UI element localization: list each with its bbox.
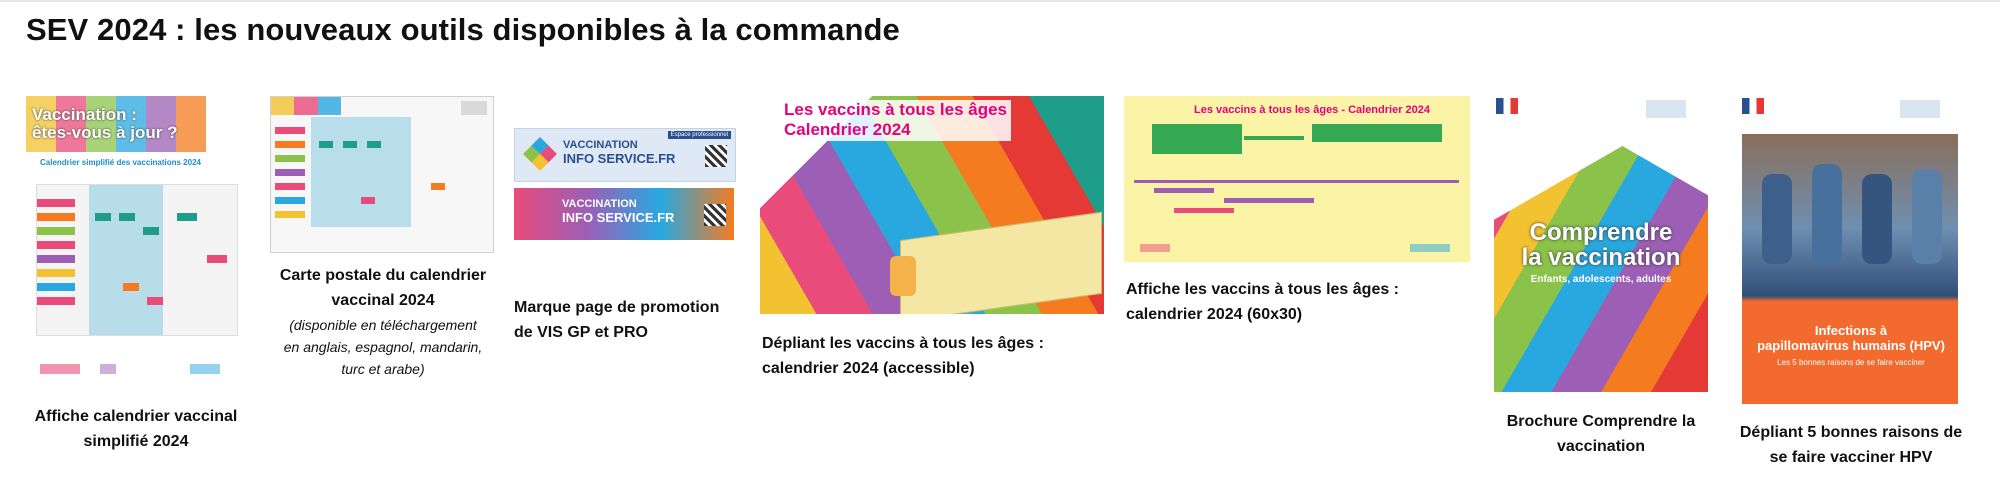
thumbnail-affiche-simplifie[interactable] <box>26 96 246 386</box>
thumb-subtitle: Calendrier simplifié des vaccinations 2024 <box>40 158 201 167</box>
caption-brochure-comprendre: Brochure Comprendre la vaccination <box>1506 413 1696 455</box>
leaflet-illustration <box>900 212 1102 314</box>
thumbnail-marque-page-pro[interactable] <box>514 128 736 182</box>
mosaic-header <box>271 97 341 115</box>
caption-marque-page: Marque page de promotion de VIS GP et PRO <box>514 299 720 341</box>
tool-card-affiche-60x30[interactable] <box>1124 96 1474 346</box>
tool-card-affiche-simplifie[interactable] <box>26 96 246 466</box>
thumbnail-brochure-comprendre[interactable] <box>1494 96 1708 392</box>
pro-badge: Espace professionnel <box>668 131 731 139</box>
caption-affiche-simplifie: Affiche calendrier vaccinal simplifié 2024 <box>34 408 238 450</box>
sante-publique-logo <box>1646 100 1686 118</box>
thumb-title: Les vaccins à tous les âges - Calendrier 2024 <box>1194 104 1431 116</box>
caption-carte-postale-title: Carte postale du calendrier vaccinal 2024 <box>279 267 487 309</box>
thumb-title: Infections à papillomavirus humains (HPV) <box>1757 323 1945 353</box>
thumb-title: Vaccination : êtes-vous à jour ? <box>32 105 178 142</box>
tool-card-depliant-ages[interactable] <box>760 96 1104 386</box>
thumbnail-affiche-60x30[interactable] <box>1124 96 1470 262</box>
caption-depliant-ages: Dépliant les vaccins à tous les âges : calendrier 2024 (accessible) <box>762 335 1044 377</box>
vis-brand-text-gp: VACCINATION INFO SERVICE.FR <box>562 198 675 225</box>
thumbnail-depliant-ages[interactable] <box>760 96 1104 314</box>
footer-logos <box>1140 244 1460 254</box>
tool-card-carte-postale[interactable] <box>268 96 498 396</box>
vis-brand-text: VACCINATION INFO SERVICE.FR <box>563 139 676 166</box>
mascot-figure <box>890 256 916 296</box>
top-divider <box>0 0 2000 2</box>
caption-affiche-60x30: Affiche les vaccins à tous les âges : calendrier 2024 (60x30) <box>1126 281 1400 323</box>
sante-publique-logo <box>1900 100 1940 118</box>
tool-card-marque-page[interactable] <box>512 128 742 348</box>
tool-card-brochure-comprendre[interactable] <box>1494 96 1714 466</box>
thumbnail-depliant-hpv[interactable] <box>1740 96 1960 404</box>
caption-depliant-hpv: Dépliant 5 bonnes raisons de se faire vacciner HPV <box>1739 424 1963 466</box>
thumbnail-carte-postale[interactable] <box>270 96 494 253</box>
logo-strip <box>40 364 230 376</box>
grid-highlight <box>311 117 411 227</box>
qr-code-icon <box>705 145 727 167</box>
timeline-purple-bands <box>1154 188 1354 218</box>
thumb-subtitle: Les 5 bonnes raisons de se faire vacciner <box>1777 358 1925 367</box>
thumb-title: Comprendre la vaccination <box>1521 219 1681 272</box>
tool-card-depliant-hpv[interactable] <box>1738 96 1978 476</box>
timeline-axis <box>1134 180 1459 183</box>
page-title: SEV 2024 : les nouveaux outils disponibles à la commande <box>26 12 900 47</box>
thumb-subtitle: Enfants, adolescents, adultes <box>1530 274 1672 285</box>
timeline-green-band <box>1152 124 1452 168</box>
marianne-logo <box>1742 98 1764 114</box>
calendar-grid <box>36 184 238 336</box>
thumb-title: Les vaccins à tous les âges Calendrier 2024 <box>780 100 1011 141</box>
thumbnail-marque-page-gp[interactable] <box>514 188 734 240</box>
vis-logo-cubes <box>523 137 557 171</box>
marianne-logo <box>1496 98 1518 114</box>
caption-carte-postale <box>268 264 498 381</box>
qr-code-icon <box>704 204 726 226</box>
caption-carte-postale-note: (disponible en téléchargement en anglais, espagnol, mandarin, turc et arabe) <box>283 316 483 378</box>
